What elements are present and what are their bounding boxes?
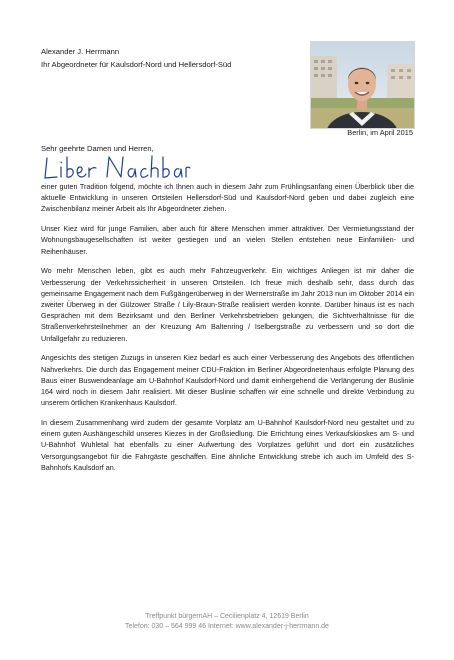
body-paragraph: Wo mehr Menschen leben, gibt es auch mehr Fahrzeugverkehr. Ein wichtiges Anliegen ist mir daher die Verbesserung der Verkehrssicherheit in unseren Ortsteilen. Ich freue mich deshalb sehr, dass durch das gemeinsame Engagement nach dem Fußgängerüberweg in der Wernerstraße im Jahr 2013 nun im Oktober 2014 ein zweiter Überweg in der Gülzower Straße / Lily-Braun-Straße realisiert werden konnte. Darüber hinaus ist es nach Gesprächen mit dem Bezirksamt und den Berliner Verkehrsbetrieben gelungen, die Sichtverhältnisse für die Straßenverkehrsteilnehmer an der Kreuzung Am Baltenring / Iselbergstraße zu verbessern und so dort die Unfallgefahr zu reduzieren. xyxy=(41,266,414,343)
body-paragraph: einer guten Tradition folgend, möchte ich Ihnen auch in diesem Jahr zum Frühlingsanfang einen Überblick über die aktuelle Entwicklung in unseren Ortsteilen Hellersdorf-Süd und Kaulsdorf-Nord geben und dabei zugleich eine Zwischenbilanz meiner Arbeit als Ihr Abgeordneter ziehen. xyxy=(41,182,414,214)
author-role: Ihr Abgeordneter für Kaulsdorf-Nord und Hellersdorf-Süd xyxy=(41,60,232,69)
letter-body xyxy=(41,181,414,482)
place-date: Berlin, im April 2015 xyxy=(347,128,413,137)
footer-address: Treffpunkt bürgernAH – Cecilienplatz 4, 12619 Berlin xyxy=(145,613,309,620)
letter-footer xyxy=(0,612,454,632)
salutation: Sehr geehrte Damen und Herren, xyxy=(41,144,154,153)
portrait-photo xyxy=(310,41,415,129)
body-paragraph: Angesichts des stetigen Zuzugs in unseren Kiez bedarf es auch einer Verbesserung des Angebots des öffentlichen Nahverkehrs. Die durch das Engagement meiner CDU-Fraktion im Berliner Abgeordnetenhaus erfolgte Planung des Baus einer Buswendeanlage am U-Bahnhof Kaulsdorf-Nord und damit einhergehend die Verlängerung der Buslinie 164 wird noch in diesem Jahr realisiert. Mit dieser Buslinie schaffen wir eine schnelle und direkte Verbindung zu unserem örtlichen Krankenhaus Kaulsdorf. xyxy=(41,353,414,408)
footer-contact: Telefon: 030 – 564 999 46 Internet: www.alexander-j-herrmann.de xyxy=(125,623,329,630)
author-name: Alexander J. Herrmann xyxy=(41,47,120,56)
portrait-illustration xyxy=(311,42,414,128)
handwriting-image xyxy=(41,154,191,184)
body-paragraph: Unser Kiez wird für junge Familien, aber auch für ältere Menschen immer attraktiver. Der Vermietungsstand der Wohnungsbaugesellschaften ist weiter gestiegen und an vielen Stellen entstehen neue Einfamilien- und Reihenhäuser. xyxy=(41,224,414,256)
letter-header xyxy=(41,45,231,71)
body-paragraph: In diesem Zusammenhang wird zudem der gesamte Vorplatz am U-Bahnhof Kaulsdorf-Nord neu gestaltet und zu einem guten Aushängeschild unseres Kiezes in der Großsiedlung. Die Errichtung eines Verkaufskioskes am S- und U-Bahnhof Wuhletal hat ebenfalls zu einer Aufwertung des Vorplatzes geführt und dort ein zusätzliches Versorgungsangebot für die Fahrgäste geschaffen. Eine ähnliche Entwicklung strebe ich auch im Umfeld des S-Bahnhofs Kaulsdorf an. xyxy=(41,418,414,472)
